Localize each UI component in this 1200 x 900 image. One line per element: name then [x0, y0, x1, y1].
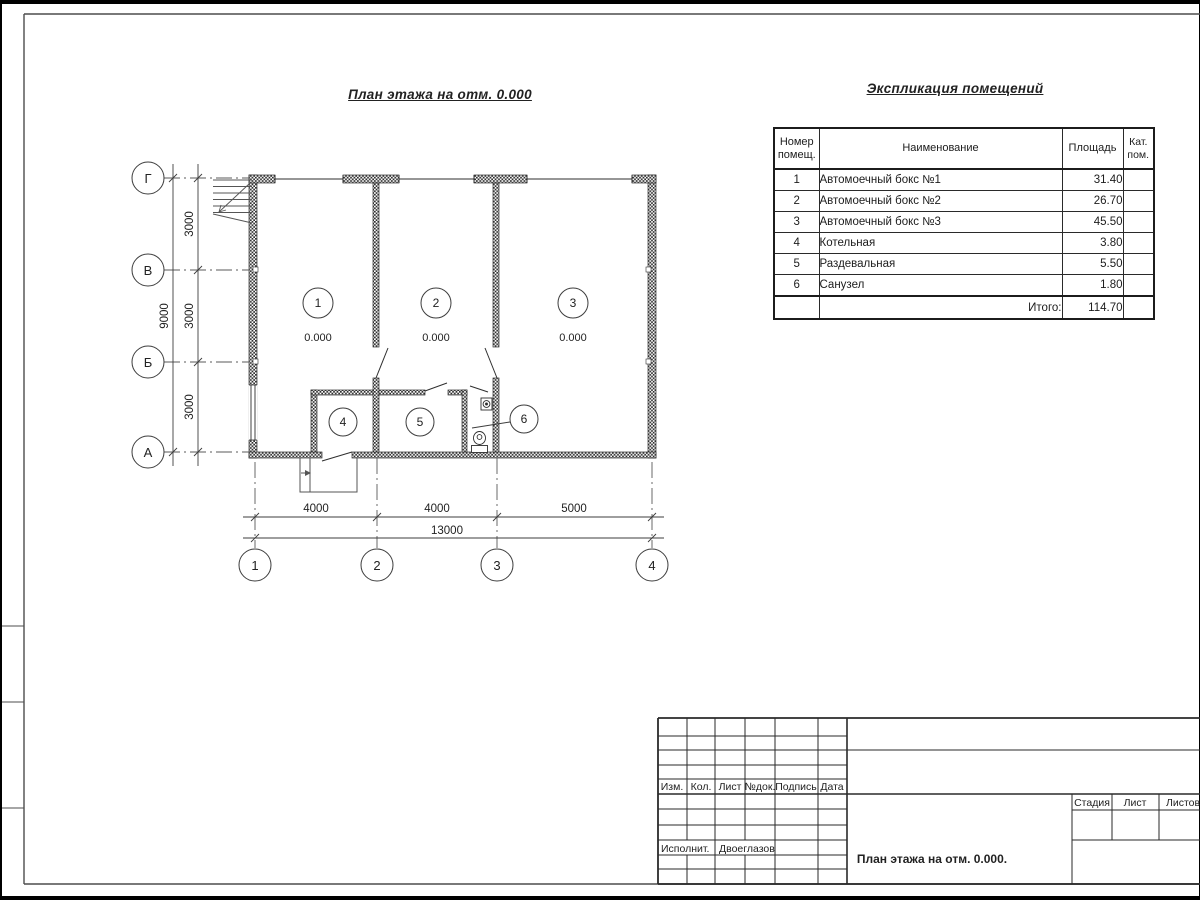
tb-kol: Кол.	[690, 781, 712, 793]
room6-leader-line	[472, 422, 510, 428]
room-area: 31.40	[1062, 169, 1123, 191]
wall-axis-marks	[253, 267, 651, 364]
right-wall	[648, 175, 656, 458]
partition-2-3-upper	[493, 183, 499, 347]
axis-system	[132, 162, 668, 581]
sink-icon	[481, 398, 492, 410]
entrance-porch	[300, 458, 357, 492]
room2-number: 2	[432, 296, 440, 310]
room-area: 26.70	[1062, 191, 1123, 212]
door-room6	[470, 386, 488, 392]
axis-label-a: А	[143, 445, 153, 460]
room-name: Автомоечный бокс №1	[819, 169, 1062, 191]
room-num: 6	[774, 275, 819, 297]
room-name: Автомоечный бокс №3	[819, 212, 1062, 233]
room-marks	[303, 288, 588, 436]
total-cat-empty	[1123, 296, 1154, 319]
room1-number: 1	[314, 296, 322, 310]
room-cat	[1123, 254, 1154, 275]
room-name: Котельная	[819, 233, 1062, 254]
entrance-door	[322, 452, 352, 461]
door-room1	[376, 348, 388, 378]
table-row	[774, 212, 1154, 233]
room-area: 45.50	[1062, 212, 1123, 233]
room1-elevation: 0.000	[304, 332, 332, 344]
window-left-wall	[249, 385, 258, 440]
room-area: 3.80	[1062, 233, 1123, 254]
total-label: Итого:	[819, 296, 1062, 319]
gate-openings	[275, 175, 632, 183]
axis-label-b: Б	[143, 355, 153, 370]
dim-left-seg2: 3000	[184, 303, 196, 329]
room-area: 5.50	[1062, 254, 1123, 275]
room4-left-wall	[311, 390, 317, 452]
top-wall-seg3	[474, 175, 527, 183]
room4-top-wall	[311, 390, 373, 395]
axis-labels-bottom	[251, 558, 655, 573]
axis-bubbles-bottom	[239, 549, 668, 581]
table-row	[774, 275, 1154, 297]
room-cat	[1123, 169, 1154, 191]
tb-stage-label: Стадия	[1074, 797, 1110, 809]
toilet-icon	[472, 432, 488, 453]
tb-data: Дата	[820, 781, 844, 793]
col-header-name: Наименование	[819, 128, 1062, 169]
room6-left-wall	[462, 390, 467, 452]
room-area: 1.80	[1062, 275, 1123, 297]
axis-label-1: 1	[251, 558, 259, 573]
top-wall-seg1	[249, 175, 275, 183]
room4-number: 4	[339, 415, 347, 429]
room-cat	[1123, 275, 1154, 297]
room-num: 1	[774, 169, 819, 191]
room-num: 4	[774, 233, 819, 254]
room-cat	[1123, 233, 1154, 254]
bottom-wall-seg2	[352, 452, 656, 458]
tb-podpis: Подпись	[775, 781, 817, 793]
col-header-area: Площадь	[1062, 128, 1123, 169]
room-schedule-table	[773, 127, 1155, 320]
room5-top-wall	[379, 390, 425, 395]
plan-title: План этажа на отм. 0.000	[348, 87, 532, 102]
stairs-icon	[213, 180, 252, 223]
table-row	[774, 169, 1154, 191]
top-wall-seg4	[632, 175, 656, 183]
dim-left-total: 9000	[159, 303, 171, 329]
room-num: 3	[774, 212, 819, 233]
room3-number: 3	[569, 296, 577, 310]
tb-izm: Изм.	[660, 781, 684, 793]
axis-label-g: Г	[144, 171, 152, 186]
partition-1-2-upper	[373, 183, 379, 347]
axis-label-4: 4	[648, 558, 656, 573]
room-num: 5	[774, 254, 819, 275]
table-header-row	[774, 128, 1154, 169]
tb-sheets-label: Листов	[1165, 797, 1200, 809]
axis-label-v: В	[143, 263, 153, 278]
table-row	[774, 233, 1154, 254]
room-cat	[1123, 191, 1154, 212]
door-room2	[485, 348, 497, 378]
room5-number: 5	[416, 415, 424, 429]
room-cat	[1123, 212, 1154, 233]
top-wall-seg2	[343, 175, 399, 183]
door-leaves	[322, 348, 497, 461]
bottom-wall-seg1	[249, 452, 322, 458]
tb-sheet-label: Лист	[1123, 797, 1147, 809]
table-row	[774, 254, 1154, 275]
room3-elevation: 0.000	[559, 332, 587, 344]
dim-left-seg3: 3000	[184, 394, 196, 420]
tb-ndok: №док.	[744, 781, 776, 793]
partition-2-3-lower	[493, 378, 499, 452]
room-name: Автомоечный бокс №2	[819, 191, 1062, 212]
tb-list: Лист	[718, 781, 742, 793]
tb-executor-label: Исполнит.	[661, 843, 710, 855]
col-header-number: Номер помещ.	[774, 128, 819, 169]
dim-bottom-seg1: 4000	[303, 503, 329, 515]
room6-number: 6	[520, 412, 528, 426]
partition-1-2-lower	[373, 378, 379, 452]
total-empty	[774, 296, 819, 319]
table-total-row	[774, 296, 1154, 319]
room-num: 2	[774, 191, 819, 212]
room2-elevation: 0.000	[422, 332, 450, 344]
col-header-cat: Кат. пом.	[1123, 128, 1154, 169]
walls	[249, 175, 656, 458]
table-row	[774, 191, 1154, 212]
dim-left-seg1: 3000	[184, 211, 196, 237]
door-room5	[425, 383, 447, 391]
room-name: Санузел	[819, 275, 1062, 297]
axis-labels-left	[144, 171, 153, 460]
dim-bottom-seg3: 5000	[561, 503, 587, 515]
dim-bottom-seg2: 4000	[424, 503, 450, 515]
total-value: 114.70	[1062, 296, 1123, 319]
tb-doc-title: План этажа на отм. 0.000.	[856, 852, 1008, 866]
axis-label-3: 3	[493, 558, 501, 573]
room-name: Раздевальная	[819, 254, 1062, 275]
room-schedule-title: Экспликация помещений	[866, 81, 1044, 96]
dim-bottom-total: 13000	[431, 525, 463, 537]
tb-executor-name: Двоеглазов	[719, 843, 775, 855]
axis-label-2: 2	[373, 558, 381, 573]
